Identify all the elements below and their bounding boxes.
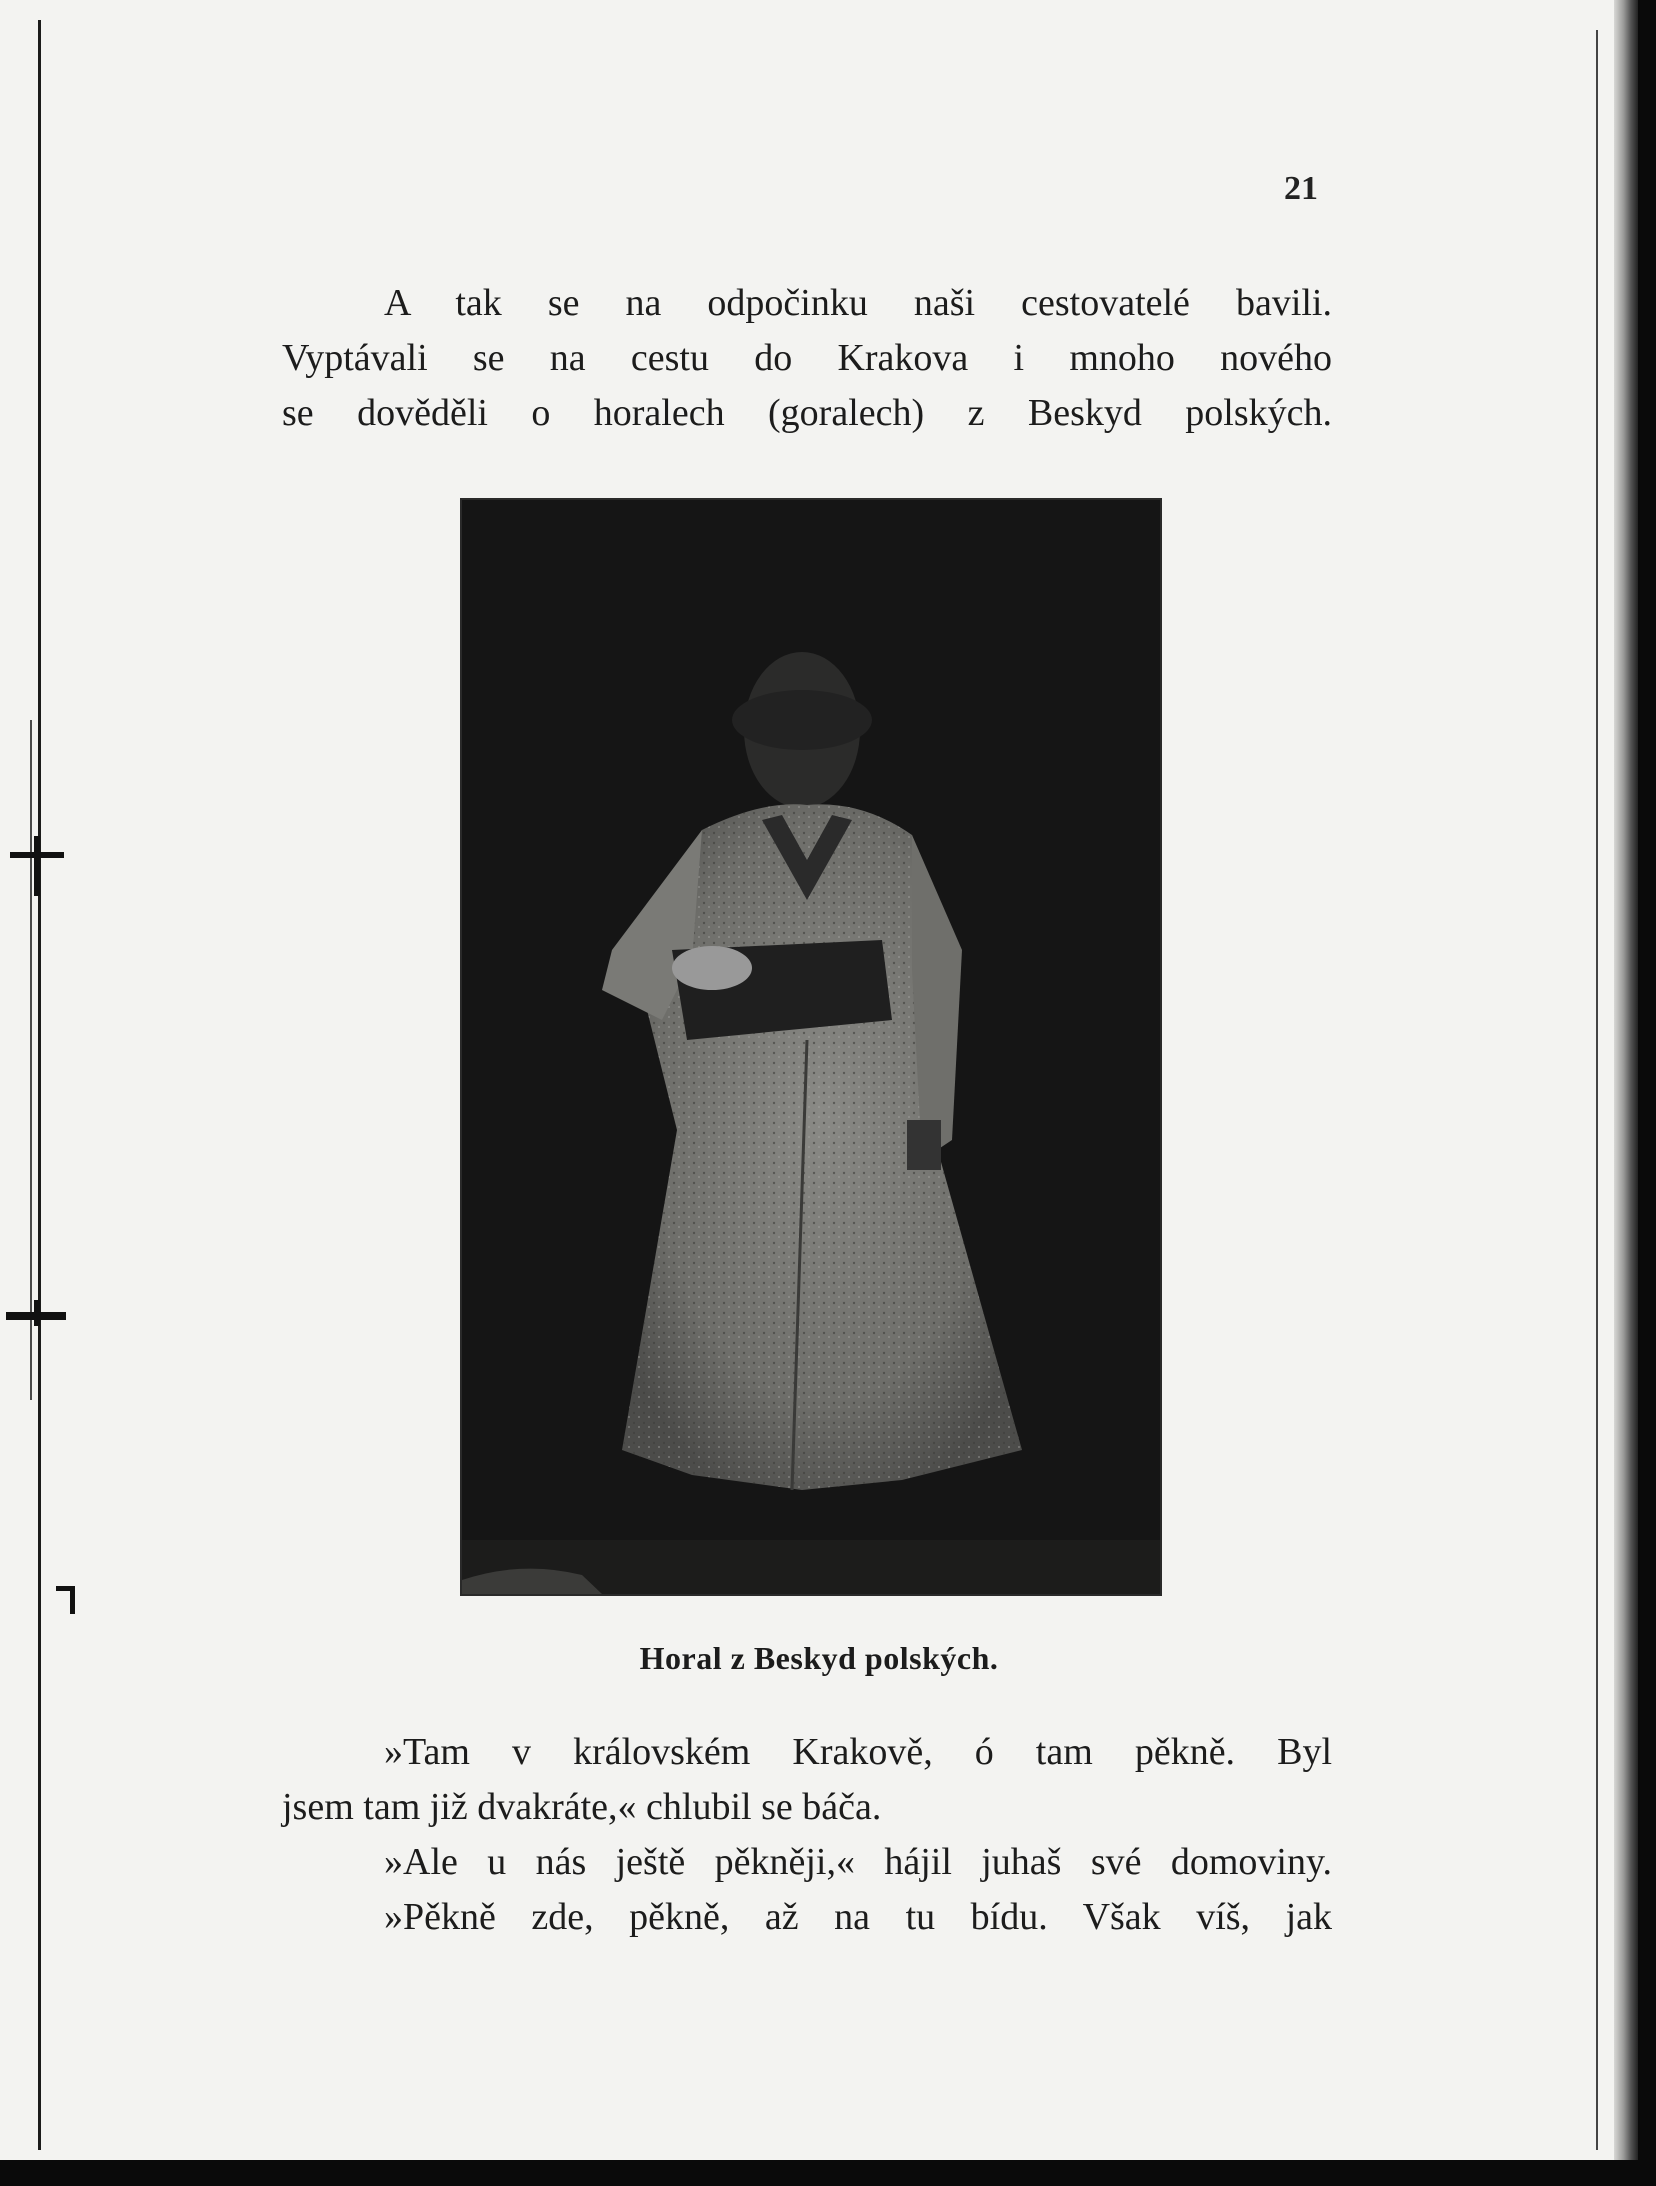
binding-mark: [34, 1300, 40, 1326]
paragraph-line: jsem tam již dvakráte,« chlubil se báča.: [282, 1786, 882, 1828]
page-edge-line: [1596, 30, 1598, 2150]
binding-gutter-line-inner: [30, 720, 32, 1400]
highlander-figure-image: [462, 500, 1160, 1594]
paragraph-line: »Tam v královském Krakově, ó tam pěkně. Byl: [384, 1731, 1332, 1773]
binding-mark: [70, 1586, 75, 1614]
paragraph-line: A tak se na odpočinku naši cestovatelé bavili.: [384, 282, 1332, 324]
binding-gutter-line: [38, 20, 41, 2150]
binding-mark: [34, 836, 40, 896]
page-number: 21: [1284, 170, 1318, 207]
paragraph-line: se dověděli o horalech (goralech) z Beskyd polských.: [282, 392, 1332, 434]
page-edge-shadow: [1614, 0, 1638, 2160]
paragraph-line: »Ale u nás ještě pěkněji,« hájil juhaš své domoviny.: [384, 1841, 1332, 1883]
portrait-photograph: [460, 498, 1162, 1596]
paragraph-line: Vyptávali se na cestu do Krakova i mnoho nového: [282, 337, 1332, 379]
page-bottom-edge: [0, 2160, 1656, 2186]
figure-caption: Horal z Beskyd polských.: [639, 1640, 999, 1676]
paragraph-line: »Pěkně zde, pěkně, až na tu bídu. Však víš, jak: [384, 1896, 1332, 1938]
